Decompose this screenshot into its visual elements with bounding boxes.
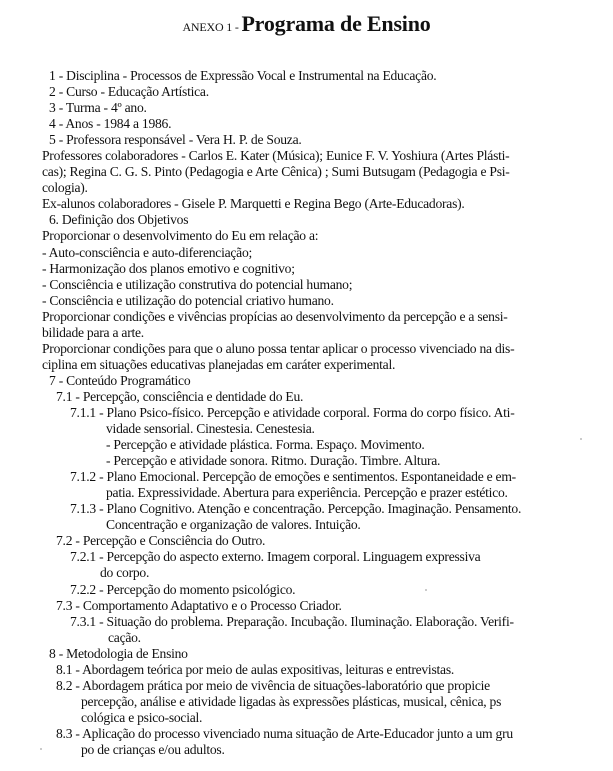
section-6-intro: Proporcionar o desenvolvimento do Eu em relação a: [42, 228, 319, 244]
section-8-2-cont: percepção, análise e atividade ligadas às expressões plásticas, musical, cênica, ps [81, 693, 502, 709]
collaborators-line: cologia). [42, 180, 88, 196]
item-years: 4 - Anos - 1984 a 1986. [49, 116, 172, 132]
collaborators-line: cas); Regina C. G. S. Pinto (Pedagogia e Arte Cênica) ; Sumi Butsugam (Pedagogia e Psi- [42, 164, 510, 180]
section-7-heading: 7 - Conteúdo Programático [49, 372, 191, 388]
scan-artifact [40, 748, 42, 750]
section-7-1-1-bullet: - Percepção e atividade sonora. Ritmo. Duração. Timbre. Altura. [106, 453, 441, 469]
section-6-heading: 6. Definição dos Objetivos [49, 212, 189, 228]
section-8-1: 8.1 - Abordagem teórica por meio de aulas expositivas, leituras e entrevistas. [56, 661, 455, 677]
ex-students-line: Ex-alunos colaboradores - Gisele P. Marquetti e Regina Bego (Arte-Educadoras). [42, 196, 465, 212]
section-7-1-heading: 7.1 - Percepção, consciência e dentidade do Eu. [56, 388, 304, 404]
objective-bullet: - Consciência e utilização construtiva do potencial humano; [42, 276, 353, 292]
section-7-2-heading: 7.2 - Percepção e Consciência do Outro. [56, 533, 266, 549]
section-8-heading: 8 - Metodologia de Ensino [49, 645, 188, 661]
section-7-1-2-cont: patia. Expressividade. Abertura para experiência. Percepção e prazer estético. [106, 485, 508, 501]
scan-artifact [580, 438, 582, 440]
scan-artifact [425, 589, 427, 591]
section-8-2-cont: cológica e psico-social. [81, 709, 203, 725]
objective-bullet: - Auto-consciência e auto-diferenciação; [42, 244, 253, 260]
document-title [0, 11, 613, 37]
section-7-3-heading: 7.3 - Comportamento Adaptativo e o Processo Criador. [56, 597, 342, 613]
item-discipline: 1 - Disciplina - Processos de Expressão Vocal e Instrumental na Educação. [49, 68, 437, 83]
section-7-1-3: 7.1.3 - Plano Cognitivo. Atenção e concentração. Percepção. Imaginação. Pensamento. [70, 501, 522, 517]
section-8-3: 8.3 - Aplicação do processo vivenciado numa situação de Arte-Educador junto a um gru [56, 725, 513, 741]
section-7-3-1-cont: cação. [108, 629, 141, 645]
objective-bullet: - Consciência e utilização do potencial criativo humano. [42, 292, 334, 308]
section-8-2: 8.2 - Abordagem prática por meio de vivência de situações-laboratório que propicie [56, 677, 490, 693]
section-7-3-1: 7.3.1 - Situação do problema. Preparação. Incubação. Iluminação. Elaboração. Verifi- [70, 613, 514, 629]
objective-paragraph: bilidade para a arte. [42, 324, 144, 340]
section-7-1-3-cont: Concentração e organização de valores. Intuição. [106, 517, 361, 533]
section-7-2-2: 7.2.2 - Percepção do momento psicológico. [70, 581, 296, 597]
item-responsible-teacher: 5 - Professora responsável - Vera H. P. de Souza. [49, 132, 302, 148]
section-7-2-1-cont: do corpo. [100, 565, 150, 581]
section-7-2-1: 7.2.1 - Percepção do aspecto externo. Imagem corporal. Linguagem expressiva [70, 549, 481, 565]
item-class: 3 - Turma - 4º ano. [49, 100, 147, 116]
objective-paragraph: ciplina em situações educativas planejadas em caráter experimental. [42, 356, 396, 372]
title-main: Programa de Ensino [241, 11, 431, 36]
section-7-1-1: 7.1.1 - Plano Psico-físico. Percepção e atividade corporal. Forma do corpo físico. Ati- [70, 404, 515, 420]
section-7-1-2: 7.1.2 - Plano Emocional. Percepção de emoções e sentimentos. Espontaneidade e em- [70, 469, 516, 485]
objective-paragraph: Proporcionar condições para que o aluno possa tentar aplicar o processo vivenciado na dis- [42, 340, 515, 356]
title-prefix: ANEXO 1 - [182, 20, 242, 34]
section-7-1-1-cont: vidade sensorial. Cinestesia. Cenestesia. [106, 421, 315, 437]
collaborators-line: Professores colaboradores - Carlos E. Kater (Música); Eunice F. V. Yoshiura (Artes Plásti- [42, 148, 510, 164]
objective-bullet: - Harmonização dos planos emotivo e cognitivo; [42, 260, 295, 276]
item-course: 2 - Curso - Educação Artística. [49, 84, 209, 100]
section-8-3-cont: po de crianças e/ou adultos. [81, 741, 225, 757]
document-body [0, 68, 613, 758]
objective-paragraph: Proporcionar condições e vivências propícias ao desenvolvimento da percepção e a sensi- [42, 308, 508, 324]
section-7-1-1-bullet: - Percepção e atividade plástica. Forma. Espaço. Movimento. [106, 437, 425, 453]
